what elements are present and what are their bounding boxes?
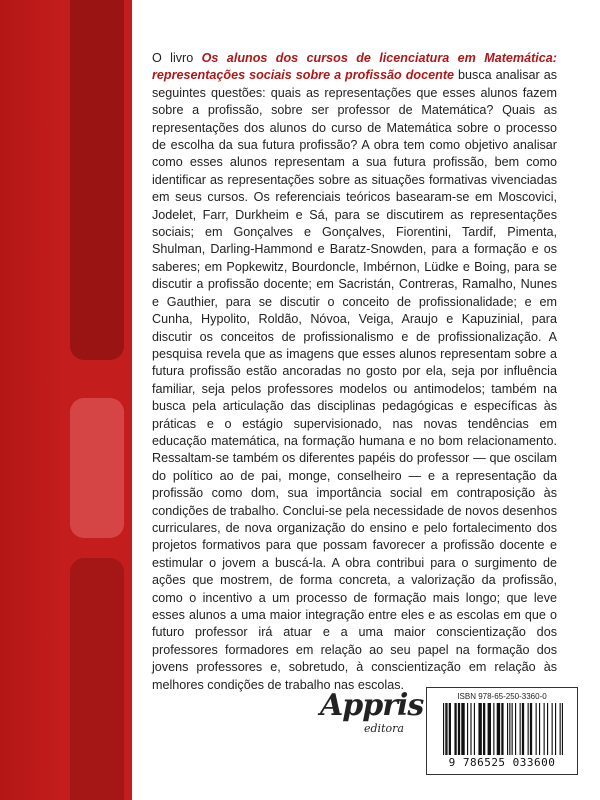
barcode-bar	[478, 703, 481, 755]
publisher-subtitle: editora	[364, 722, 404, 735]
isbn-digits: 9 786525 033600	[448, 756, 556, 769]
intro-text: O livro	[152, 51, 202, 65]
isbn-label: ISBN 978-65-250-3360-0	[457, 692, 547, 701]
barcode-image	[441, 703, 565, 755]
barcode-bar	[474, 703, 475, 755]
isbn-barcode-box	[426, 687, 578, 775]
barcode-bar	[509, 703, 510, 755]
barcode-bar	[560, 703, 561, 755]
spine-block-middle	[70, 398, 124, 538]
barcode-bar	[493, 703, 494, 755]
barcode-bar	[536, 703, 537, 755]
barcode-bar	[520, 703, 521, 755]
spine-block-bottom	[70, 558, 124, 800]
barcode-bar	[467, 703, 468, 755]
barcode-bar	[470, 703, 471, 755]
publisher-name: Appris	[320, 688, 424, 723]
barcode-bar	[483, 703, 485, 755]
barcode-bar	[507, 703, 508, 755]
barcode-bar	[458, 703, 460, 755]
book-title: Os alunos dos cursos de licenciatura em Matemática: representações sociais sobre a profissão docente	[152, 51, 557, 83]
barcode-bar	[461, 703, 464, 755]
barcode-bar	[555, 703, 556, 755]
publisher-logo	[318, 688, 424, 738]
barcode-bar	[446, 703, 447, 755]
synopsis-text: busca analisar as seguintes questões: quais as representações que esses alunos fazem sobre a profissão, sobre ser professor de Matemática? Quais as representações dos alunos do curso de Matemática sobre o processo de escolha da sua futura profissão? A obra tem como objetivo analisar como esses alunos representam a sua futura profissão, bem como identificar as representações sobre as situações formativas vivenciadas em seus cursos. Os referenciais teóricos basearam-se em Moscovici, Jodelet, Farr, Durkheim e Sá, para se discutirem as representações sociais; em Gonçalves e Gonçalves, Fiorentini, Tardif, Pimenta, Shulman, Darling-Hammond e Baratz-Snowden, para a formação e os saberes; em Popkewitz, Bourdoncle, Imbérnon, Lüdke e Boing, para se discutir a profissão docente; em Sacristán, Contreras, Ramalho, Nunes e Gauthier, para se discutir o conceito de profissionalidade; e em Cunha, Hypolito, Roldão, Nóvoa, Veiga, Araujo e Kapuzinial, para discutir os conceitos de profissionalismo e de profissionalização. A pesquisa revela que as imagens que esses alunos representam sobre a futura profissão estão ancoradas no gosto por ela, seja por influência familiar, seja pelos professores modelos ou antimodelos; também na busca pela articulação das disciplinas pedagógicas e específicas às práticas e o estágio supervisionado, nas novas tendências em educação matemática, na formação humana e no bom relacionamento. Ressaltam-se também os diferentes papéis do professor — que oscilam do político ao de pai, monge, conselheiro — e a representação da profissão como dom, sua importância social em contraposição às condições de trabalho. Conclui-se pela necessidade de novos desenhos curriculares, de nova organização do ensino e pelo fortalecimento dos projetos formativos para que possam favorecer a profissão docente e estimular o jovem a buscá-la. A obra contribui para o surgimento de ações que mostrem, de forma concreta, a valorização da profissão, como o incentivo a um processo de formação mais longo; que leve esses alunos a uma maior integração entre eles e as escolas em que o futuro professor irá atuar e a uma maior conscientização dos professores formadores em relação ao seu papel na formação dos jovens professores e, sobretudo, à conscientização em relação às melhores condições de trabalho nas escolas.	[152, 68, 558, 692]
barcode-bar	[488, 703, 491, 755]
barcode-bar	[547, 703, 548, 755]
spine-shadow	[0, 0, 62, 800]
barcode-bar	[539, 703, 540, 755]
barcode-bar	[497, 703, 500, 755]
barcode-bar	[445, 703, 446, 755]
back-cover-text	[152, 50, 557, 694]
barcode-bar	[443, 703, 444, 755]
barcode-bar	[512, 703, 513, 755]
barcode-bar	[528, 703, 529, 755]
barcode-bar	[449, 703, 451, 755]
barcode-bar	[515, 703, 516, 755]
barcode-bar	[562, 703, 563, 755]
barcode-bar	[501, 703, 503, 755]
spine-block-top	[70, 0, 124, 360]
barcode-bar	[552, 703, 553, 755]
barcode-bar	[544, 703, 545, 755]
barcode-bar	[530, 703, 532, 755]
barcode-bar	[522, 703, 524, 755]
red-spine-band	[0, 0, 132, 800]
barcode-bar	[454, 703, 456, 755]
